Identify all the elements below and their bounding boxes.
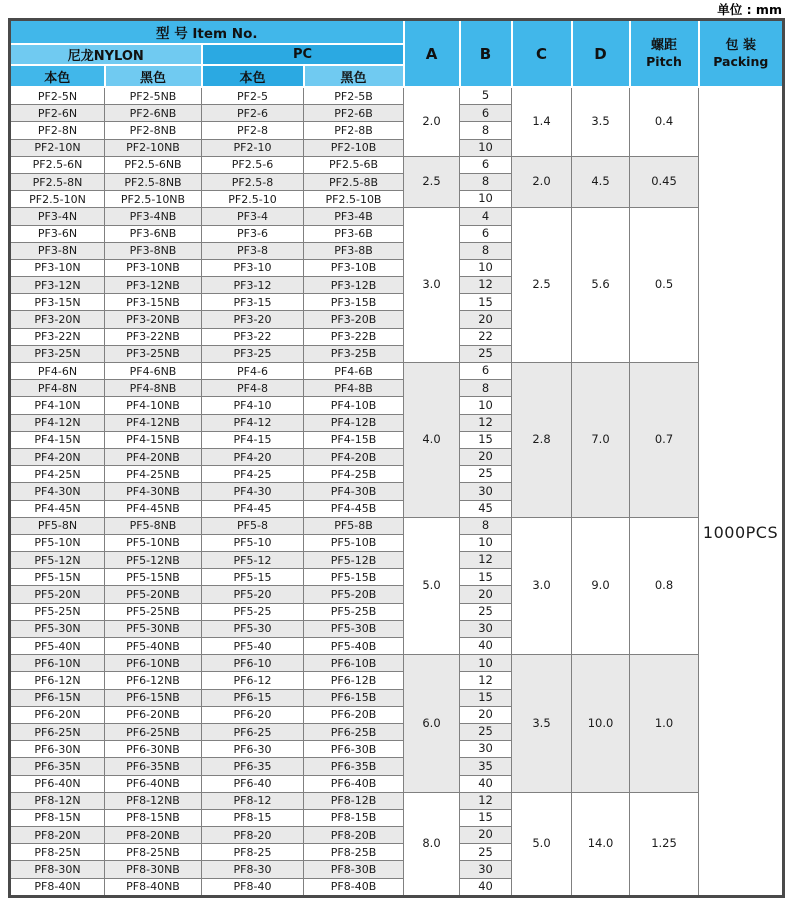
- item-cell-nylon-black: PF6-25NB: [105, 723, 202, 740]
- item-cell-pc-natural: PF8-25: [202, 844, 304, 861]
- item-cell-pc-natural: PF3-15: [202, 294, 304, 311]
- item-cell-pc-natural: PF4-15: [202, 431, 304, 448]
- header-nylon-black: 黑色: [105, 65, 202, 87]
- b-value-cell: 30: [460, 741, 512, 758]
- item-cell-pc-natural: PF3-12: [202, 277, 304, 294]
- item-cell-nylon-black: PF6-10NB: [105, 655, 202, 672]
- item-cell-pc-natural: PF5-40: [202, 638, 304, 655]
- b-value-cell: 10: [460, 655, 512, 672]
- pitch-value-cell: 0.45: [630, 156, 699, 208]
- item-cell-pc-black: PF5-40B: [304, 638, 404, 655]
- b-value-cell: 25: [460, 603, 512, 620]
- item-cell-nylon-natural: PF3-12N: [10, 277, 105, 294]
- item-cell-pc-natural: PF5-30: [202, 620, 304, 637]
- item-cell-pc-black: PF2.5-10B: [304, 191, 404, 208]
- item-cell-nylon-black: PF3-4NB: [105, 208, 202, 225]
- item-cell-pc-natural: PF5-10: [202, 534, 304, 551]
- b-value-cell: 10: [460, 139, 512, 156]
- b-value-cell: 5: [460, 87, 512, 105]
- item-cell-nylon-black: PF3-8NB: [105, 242, 202, 259]
- header-pc-black: 黑色: [304, 65, 404, 87]
- item-cell-pc-natural: PF2-6: [202, 105, 304, 122]
- item-cell-pc-natural: PF8-15: [202, 809, 304, 826]
- item-cell-nylon-black: PF3-22NB: [105, 328, 202, 345]
- item-cell-nylon-black: PF4-15NB: [105, 431, 202, 448]
- item-cell-pc-black: PF8-40B: [304, 878, 404, 896]
- item-cell-nylon-black: PF2-5NB: [105, 87, 202, 105]
- b-value-cell: 8: [460, 173, 512, 190]
- item-cell-nylon-black: PF4-20NB: [105, 448, 202, 465]
- item-cell-nylon-natural: PF6-10N: [10, 655, 105, 672]
- c-value-cell: 2.8: [512, 363, 572, 518]
- item-cell-nylon-black: PF8-30NB: [105, 861, 202, 878]
- item-cell-nylon-natural: PF3-8N: [10, 242, 105, 259]
- b-value-cell: 8: [460, 242, 512, 259]
- item-cell-nylon-black: PF3-12NB: [105, 277, 202, 294]
- item-cell-nylon-black: PF6-20NB: [105, 706, 202, 723]
- item-cell-nylon-black: PF5-8NB: [105, 517, 202, 534]
- table-row: [10, 87, 784, 105]
- item-cell-pc-natural: PF6-15: [202, 689, 304, 706]
- item-cell-nylon-natural: PF6-40N: [10, 775, 105, 792]
- table-row: [10, 792, 784, 809]
- b-value-cell: 10: [460, 191, 512, 208]
- header-pc: PC: [202, 44, 404, 65]
- item-cell-nylon-natural: PF3-6N: [10, 225, 105, 242]
- item-cell-pc-natural: PF8-30: [202, 861, 304, 878]
- b-value-cell: 4: [460, 208, 512, 225]
- c-value-cell: 2.5: [512, 208, 572, 363]
- item-cell-nylon-natural: PF3-22N: [10, 328, 105, 345]
- d-value-cell: 9.0: [572, 517, 630, 655]
- a-value-cell: 2.0: [404, 87, 460, 156]
- b-value-cell: 35: [460, 758, 512, 775]
- item-cell-pc-black: PF4-8B: [304, 380, 404, 397]
- item-cell-pc-natural: PF6-35: [202, 758, 304, 775]
- item-cell-nylon-natural: PF5-10N: [10, 534, 105, 551]
- item-cell-nylon-black: PF6-12NB: [105, 672, 202, 689]
- pitch-value-cell: 1.0: [630, 655, 699, 793]
- item-cell-nylon-natural: PF2.5-8N: [10, 173, 105, 190]
- item-cell-nylon-black: PF2-8NB: [105, 122, 202, 139]
- item-cell-pc-natural: PF8-12: [202, 792, 304, 809]
- item-cell-pc-natural: PF2-8: [202, 122, 304, 139]
- item-cell-pc-black: PF5-30B: [304, 620, 404, 637]
- item-cell-nylon-natural: PF3-25N: [10, 345, 105, 362]
- header-col-pitch: [630, 20, 699, 88]
- item-cell-nylon-black: PF3-25NB: [105, 345, 202, 362]
- packing-value: 1000PCS: [702, 523, 779, 543]
- packing-value-cell: [699, 87, 784, 896]
- item-cell-pc-natural: PF2-5: [202, 87, 304, 105]
- item-cell-pc-black: PF6-15B: [304, 689, 404, 706]
- item-cell-nylon-natural: PF6-20N: [10, 706, 105, 723]
- item-cell-nylon-natural: PF2-8N: [10, 122, 105, 139]
- item-cell-nylon-natural: PF4-20N: [10, 448, 105, 465]
- c-value-cell: 1.4: [512, 87, 572, 156]
- item-cell-pc-natural: PF6-40: [202, 775, 304, 792]
- b-value-cell: 12: [460, 792, 512, 809]
- item-cell-pc-black: PF2-6B: [304, 105, 404, 122]
- item-cell-pc-natural: PF2.5-6: [202, 156, 304, 173]
- item-cell-nylon-black: PF3-20NB: [105, 311, 202, 328]
- item-cell-nylon-black: PF5-30NB: [105, 620, 202, 637]
- b-value-cell: 8: [460, 380, 512, 397]
- item-cell-pc-black: PF3-6B: [304, 225, 404, 242]
- item-cell-nylon-black: PF8-12NB: [105, 792, 202, 809]
- item-cell-nylon-black: PF2-10NB: [105, 139, 202, 156]
- pitch-label-cn: 螺距: [651, 37, 678, 53]
- b-value-cell: 40: [460, 878, 512, 896]
- item-cell-pc-natural: PF8-40: [202, 878, 304, 896]
- item-cell-nylon-black: PF4-6NB: [105, 363, 202, 380]
- item-cell-pc-black: PF3-15B: [304, 294, 404, 311]
- b-value-cell: 12: [460, 277, 512, 294]
- item-cell-nylon-natural: PF2.5-6N: [10, 156, 105, 173]
- b-value-cell: 25: [460, 345, 512, 362]
- item-cell-nylon-natural: PF5-25N: [10, 603, 105, 620]
- item-cell-pc-natural: PF5-15: [202, 569, 304, 586]
- pitch-value-cell: 0.5: [630, 208, 699, 363]
- item-cell-nylon-black: PF3-15NB: [105, 294, 202, 311]
- header-col-b: B: [460, 20, 512, 88]
- item-cell-pc-natural: PF6-25: [202, 723, 304, 740]
- b-value-cell: 45: [460, 500, 512, 517]
- item-cell-pc-natural: PF3-10: [202, 259, 304, 276]
- header-nylon-natural: 本色: [10, 65, 105, 87]
- item-cell-pc-black: PF3-8B: [304, 242, 404, 259]
- header-col-packing: [699, 20, 784, 88]
- item-cell-nylon-black: PF2-6NB: [105, 105, 202, 122]
- item-cell-pc-black: PF6-20B: [304, 706, 404, 723]
- b-value-cell: 30: [460, 620, 512, 637]
- item-cell-pc-black: PF3-10B: [304, 259, 404, 276]
- item-cell-pc-black: PF3-22B: [304, 328, 404, 345]
- item-cell-nylon-black: PF8-15NB: [105, 809, 202, 826]
- item-cell-pc-black: PF8-15B: [304, 809, 404, 826]
- item-cell-nylon-natural: PF3-20N: [10, 311, 105, 328]
- item-cell-nylon-natural: PF6-25N: [10, 723, 105, 740]
- item-cell-nylon-black: PF2.5-8NB: [105, 173, 202, 190]
- b-value-cell: 20: [460, 706, 512, 723]
- item-cell-pc-natural: PF4-10: [202, 397, 304, 414]
- d-value-cell: 3.5: [572, 87, 630, 156]
- item-cell-pc-black: PF2.5-6B: [304, 156, 404, 173]
- d-value-cell: 10.0: [572, 655, 630, 793]
- item-cell-pc-black: PF4-15B: [304, 431, 404, 448]
- spec-table: [8, 18, 785, 898]
- header-nylon: 尼龙NYLON: [10, 44, 202, 65]
- item-cell-pc-black: PF3-20B: [304, 311, 404, 328]
- item-cell-pc-black: PF6-10B: [304, 655, 404, 672]
- item-cell-pc-natural: PF4-30: [202, 483, 304, 500]
- item-cell-nylon-natural: PF5-30N: [10, 620, 105, 637]
- c-value-cell: 3.0: [512, 517, 572, 655]
- item-cell-nylon-black: PF4-25NB: [105, 466, 202, 483]
- item-cell-nylon-natural: PF3-10N: [10, 259, 105, 276]
- item-cell-pc-natural: PF4-20: [202, 448, 304, 465]
- item-cell-pc-black: PF4-30B: [304, 483, 404, 500]
- item-cell-nylon-natural: PF4-25N: [10, 466, 105, 483]
- item-cell-pc-natural: PF3-8: [202, 242, 304, 259]
- item-cell-nylon-natural: PF8-25N: [10, 844, 105, 861]
- d-value-cell: 14.0: [572, 792, 630, 896]
- b-value-cell: 12: [460, 552, 512, 569]
- spec-table-body: [10, 87, 784, 896]
- item-cell-pc-natural: PF5-8: [202, 517, 304, 534]
- item-cell-pc-black: PF5-8B: [304, 517, 404, 534]
- table-row: [10, 363, 784, 380]
- table-row: [10, 655, 784, 672]
- b-value-cell: 6: [460, 105, 512, 122]
- item-cell-pc-natural: PF8-20: [202, 827, 304, 844]
- b-value-cell: 20: [460, 827, 512, 844]
- item-cell-pc-black: PF8-20B: [304, 827, 404, 844]
- b-value-cell: 6: [460, 156, 512, 173]
- a-value-cell: 3.0: [404, 208, 460, 363]
- b-value-cell: 22: [460, 328, 512, 345]
- item-cell-nylon-black: PF2.5-10NB: [105, 191, 202, 208]
- pitch-label-en: Pitch: [646, 53, 682, 69]
- item-cell-pc-natural: PF3-6: [202, 225, 304, 242]
- item-cell-pc-natural: PF3-25: [202, 345, 304, 362]
- d-value-cell: 5.6: [572, 208, 630, 363]
- item-cell-pc-black: PF2.5-8B: [304, 173, 404, 190]
- b-value-cell: 12: [460, 672, 512, 689]
- item-cell-pc-black: PF6-25B: [304, 723, 404, 740]
- item-cell-pc-natural: PF5-20: [202, 586, 304, 603]
- table-header: [10, 20, 784, 88]
- item-cell-nylon-black: PF6-35NB: [105, 758, 202, 775]
- item-cell-nylon-black: PF8-40NB: [105, 878, 202, 896]
- item-cell-pc-natural: PF6-10: [202, 655, 304, 672]
- item-cell-pc-black: PF6-12B: [304, 672, 404, 689]
- item-cell-nylon-natural: PF2.5-10N: [10, 191, 105, 208]
- item-cell-pc-black: PF6-40B: [304, 775, 404, 792]
- d-value-cell: 4.5: [572, 156, 630, 208]
- pitch-value-cell: 0.4: [630, 87, 699, 156]
- item-cell-nylon-natural: PF4-10N: [10, 397, 105, 414]
- item-cell-nylon-black: PF6-30NB: [105, 741, 202, 758]
- item-cell-nylon-natural: PF6-35N: [10, 758, 105, 775]
- packing-label-en: Packing: [713, 53, 769, 69]
- item-cell-pc-black: PF6-30B: [304, 741, 404, 758]
- item-cell-nylon-natural: PF2-5N: [10, 87, 105, 105]
- b-value-cell: 15: [460, 689, 512, 706]
- item-cell-nylon-black: PF5-10NB: [105, 534, 202, 551]
- item-cell-nylon-black: PF5-25NB: [105, 603, 202, 620]
- b-value-cell: 20: [460, 448, 512, 465]
- c-value-cell: 3.5: [512, 655, 572, 793]
- item-cell-nylon-natural: PF4-45N: [10, 500, 105, 517]
- a-value-cell: 5.0: [404, 517, 460, 655]
- a-value-cell: 6.0: [404, 655, 460, 793]
- item-cell-pc-natural: PF3-4: [202, 208, 304, 225]
- item-cell-nylon-natural: PF4-15N: [10, 431, 105, 448]
- item-cell-pc-natural: PF4-45: [202, 500, 304, 517]
- header-col-d: D: [572, 20, 630, 88]
- item-cell-pc-black: PF4-20B: [304, 448, 404, 465]
- item-cell-nylon-black: PF4-8NB: [105, 380, 202, 397]
- item-cell-pc-black: PF5-25B: [304, 603, 404, 620]
- b-value-cell: 30: [460, 483, 512, 500]
- item-cell-pc-black: PF8-12B: [304, 792, 404, 809]
- item-cell-pc-natural: PF2.5-10: [202, 191, 304, 208]
- item-cell-nylon-black: PF3-6NB: [105, 225, 202, 242]
- header-col-c: C: [512, 20, 572, 88]
- item-cell-nylon-black: PF5-40NB: [105, 638, 202, 655]
- a-value-cell: 4.0: [404, 363, 460, 518]
- item-cell-nylon-natural: PF6-12N: [10, 672, 105, 689]
- item-cell-nylon-black: PF8-20NB: [105, 827, 202, 844]
- b-value-cell: 40: [460, 638, 512, 655]
- b-value-cell: 10: [460, 259, 512, 276]
- b-value-cell: 6: [460, 363, 512, 380]
- item-cell-nylon-black: PF8-25NB: [105, 844, 202, 861]
- item-cell-pc-black: PF3-4B: [304, 208, 404, 225]
- b-value-cell: 15: [460, 809, 512, 826]
- item-cell-pc-black: PF5-12B: [304, 552, 404, 569]
- item-cell-nylon-natural: PF5-8N: [10, 517, 105, 534]
- packing-label-cn: 包 装: [725, 37, 757, 53]
- item-cell-nylon-natural: PF8-40N: [10, 878, 105, 896]
- item-cell-pc-black: PF5-20B: [304, 586, 404, 603]
- item-cell-nylon-natural: PF3-4N: [10, 208, 105, 225]
- item-cell-pc-natural: PF6-20: [202, 706, 304, 723]
- item-cell-nylon-natural: PF5-12N: [10, 552, 105, 569]
- item-cell-pc-natural: PF2.5-8: [202, 173, 304, 190]
- b-value-cell: 12: [460, 414, 512, 431]
- item-cell-pc-natural: PF3-22: [202, 328, 304, 345]
- item-cell-pc-black: PF8-30B: [304, 861, 404, 878]
- item-cell-nylon-natural: PF6-15N: [10, 689, 105, 706]
- item-cell-nylon-natural: PF8-20N: [10, 827, 105, 844]
- item-cell-pc-black: PF6-35B: [304, 758, 404, 775]
- item-cell-pc-black: PF4-12B: [304, 414, 404, 431]
- b-value-cell: 40: [460, 775, 512, 792]
- item-cell-nylon-black: PF6-40NB: [105, 775, 202, 792]
- c-value-cell: 5.0: [512, 792, 572, 896]
- item-cell-nylon-natural: PF2-10N: [10, 139, 105, 156]
- item-cell-nylon-natural: PF2-6N: [10, 105, 105, 122]
- b-value-cell: 6: [460, 225, 512, 242]
- header-pc-natural: 本色: [202, 65, 304, 87]
- item-cell-pc-black: PF8-25B: [304, 844, 404, 861]
- table-row: [10, 156, 784, 173]
- a-value-cell: 2.5: [404, 156, 460, 208]
- b-value-cell: 20: [460, 311, 512, 328]
- item-cell-nylon-natural: PF4-6N: [10, 363, 105, 380]
- item-cell-pc-natural: PF4-6: [202, 363, 304, 380]
- item-cell-nylon-natural: PF5-20N: [10, 586, 105, 603]
- c-value-cell: 2.0: [512, 156, 572, 208]
- unit-note: 单位 : mm: [717, 2, 782, 17]
- item-cell-pc-natural: PF3-20: [202, 311, 304, 328]
- b-value-cell: 10: [460, 397, 512, 414]
- item-cell-nylon-black: PF6-15NB: [105, 689, 202, 706]
- item-cell-pc-natural: PF4-25: [202, 466, 304, 483]
- b-value-cell: 8: [460, 517, 512, 534]
- item-cell-pc-black: PF3-25B: [304, 345, 404, 362]
- item-cell-pc-black: PF2-8B: [304, 122, 404, 139]
- item-cell-nylon-natural: PF6-30N: [10, 741, 105, 758]
- header-item-no: 型 号 Item No.: [10, 20, 404, 45]
- pitch-value-cell: 0.8: [630, 517, 699, 655]
- b-value-cell: 8: [460, 122, 512, 139]
- b-value-cell: 20: [460, 586, 512, 603]
- header-col-a: A: [404, 20, 460, 88]
- item-cell-nylon-black: PF4-12NB: [105, 414, 202, 431]
- item-cell-pc-natural: PF5-12: [202, 552, 304, 569]
- b-value-cell: 15: [460, 431, 512, 448]
- item-cell-nylon-natural: PF4-12N: [10, 414, 105, 431]
- table-row: [10, 208, 784, 225]
- table-row: [10, 517, 784, 534]
- item-cell-nylon-natural: PF8-30N: [10, 861, 105, 878]
- b-value-cell: 25: [460, 844, 512, 861]
- b-value-cell: 30: [460, 861, 512, 878]
- item-cell-pc-black: PF2-5B: [304, 87, 404, 105]
- item-cell-pc-natural: PF6-30: [202, 741, 304, 758]
- item-cell-pc-natural: PF4-12: [202, 414, 304, 431]
- item-cell-nylon-natural: PF5-15N: [10, 569, 105, 586]
- item-cell-pc-black: PF5-10B: [304, 534, 404, 551]
- pitch-value-cell: 0.7: [630, 363, 699, 518]
- b-value-cell: 15: [460, 569, 512, 586]
- item-cell-pc-black: PF3-12B: [304, 277, 404, 294]
- item-cell-nylon-natural: PF3-15N: [10, 294, 105, 311]
- item-cell-pc-black: PF5-15B: [304, 569, 404, 586]
- d-value-cell: 7.0: [572, 363, 630, 518]
- item-cell-nylon-natural: PF8-12N: [10, 792, 105, 809]
- item-cell-pc-black: PF4-6B: [304, 363, 404, 380]
- item-cell-nylon-black: PF5-12NB: [105, 552, 202, 569]
- item-cell-nylon-black: PF4-30NB: [105, 483, 202, 500]
- item-cell-pc-black: PF4-25B: [304, 466, 404, 483]
- item-cell-nylon-black: PF4-10NB: [105, 397, 202, 414]
- item-cell-nylon-natural: PF5-40N: [10, 638, 105, 655]
- item-cell-nylon-black: PF5-15NB: [105, 569, 202, 586]
- item-cell-nylon-natural: PF8-15N: [10, 809, 105, 826]
- item-cell-nylon-natural: PF4-8N: [10, 380, 105, 397]
- item-cell-nylon-black: PF4-45NB: [105, 500, 202, 517]
- item-cell-pc-black: PF2-10B: [304, 139, 404, 156]
- item-cell-pc-natural: PF6-12: [202, 672, 304, 689]
- pitch-value-cell: 1.25: [630, 792, 699, 896]
- item-cell-nylon-black: PF2.5-6NB: [105, 156, 202, 173]
- a-value-cell: 8.0: [404, 792, 460, 896]
- item-cell-pc-natural: PF5-25: [202, 603, 304, 620]
- item-cell-pc-natural: PF2-10: [202, 139, 304, 156]
- b-value-cell: 25: [460, 723, 512, 740]
- item-cell-nylon-black: PF5-20NB: [105, 586, 202, 603]
- item-cell-pc-black: PF4-45B: [304, 500, 404, 517]
- b-value-cell: 10: [460, 534, 512, 551]
- b-value-cell: 15: [460, 294, 512, 311]
- item-cell-nylon-natural: PF4-30N: [10, 483, 105, 500]
- b-value-cell: 25: [460, 466, 512, 483]
- item-cell-pc-black: PF4-10B: [304, 397, 404, 414]
- item-cell-nylon-black: PF3-10NB: [105, 259, 202, 276]
- item-cell-pc-natural: PF4-8: [202, 380, 304, 397]
